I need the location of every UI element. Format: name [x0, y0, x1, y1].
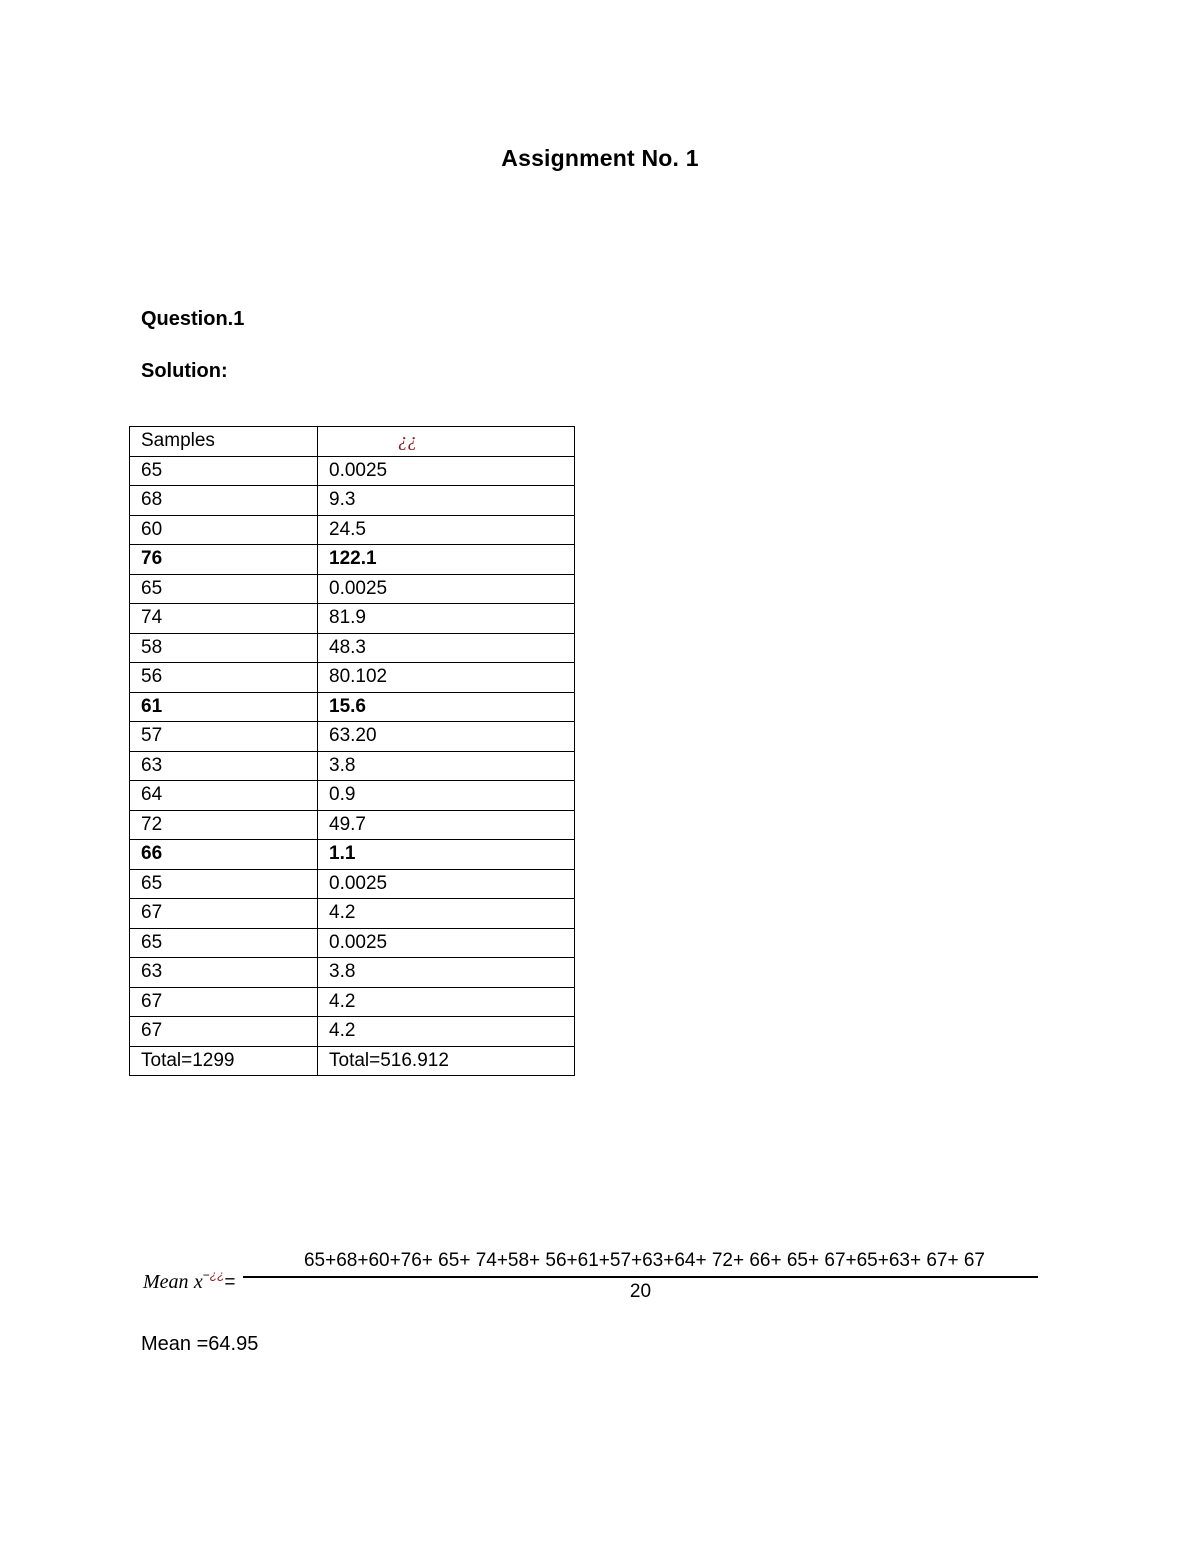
- deviation-cell: 48.3: [318, 633, 575, 663]
- table-row: [130, 574, 575, 604]
- deviation-cell: 49.7: [318, 810, 575, 840]
- sample-cell: 66: [130, 840, 318, 870]
- deviation-cell: 4.2: [318, 1017, 575, 1047]
- table-row: [130, 958, 575, 988]
- sample-cell: 67: [130, 899, 318, 929]
- table-row: [130, 515, 575, 545]
- samples-table: [129, 426, 575, 1076]
- table-row: [130, 1017, 575, 1047]
- deviation-cell: 24.5: [318, 515, 575, 545]
- formula-superscript-glyph: ¿¿: [209, 1268, 225, 1282]
- sample-cell: 60: [130, 515, 318, 545]
- deviation-cell: 0.9: [318, 781, 575, 811]
- sample-cell: 64: [130, 781, 318, 811]
- deviation-total-cell: Total=516.912: [318, 1046, 575, 1076]
- deviation-cell: 0.0025: [318, 869, 575, 899]
- fraction-bar: [243, 1276, 1038, 1278]
- sample-cell: 65: [130, 574, 318, 604]
- table-row: [130, 486, 575, 516]
- table-row: [130, 545, 575, 575]
- formula-superscript-sign: −: [202, 1268, 210, 1282]
- table-row: [130, 633, 575, 663]
- formula-mean-word: Mean: [143, 1271, 189, 1293]
- table-row: [130, 869, 575, 899]
- table-row: [130, 722, 575, 752]
- table-row: [130, 928, 575, 958]
- sample-cell: 76: [130, 545, 318, 575]
- header-samples: Samples: [130, 427, 318, 457]
- deviation-cell: 3.8: [318, 958, 575, 988]
- table-row: [130, 692, 575, 722]
- table-row: [130, 663, 575, 693]
- formula-superscript: [203, 1268, 225, 1282]
- table-row: [130, 456, 575, 486]
- table-row: [130, 604, 575, 634]
- deviation-cell: 81.9: [318, 604, 575, 634]
- sample-cell: 67: [130, 1017, 318, 1047]
- formula-denominator: 20: [629, 1281, 652, 1302]
- deviation-cell: 15.6: [318, 692, 575, 722]
- sample-cell: 63: [130, 751, 318, 781]
- table-row: [130, 751, 575, 781]
- sample-cell: 56: [130, 663, 318, 693]
- document-title: Assignment No. 1: [501, 145, 699, 171]
- deviation-cell: 3.8: [318, 751, 575, 781]
- sample-cell: 67: [130, 987, 318, 1017]
- deviation-cell: 1.1: [318, 840, 575, 870]
- deviation-cell: 0.0025: [318, 574, 575, 604]
- formula-equals: =: [224, 1272, 236, 1293]
- sample-cell: 61: [130, 692, 318, 722]
- deviation-cell: 122.1: [318, 545, 575, 575]
- mean-formula: [143, 1250, 1063, 1310]
- deviation-cell: 4.2: [318, 899, 575, 929]
- table-row: [130, 899, 575, 929]
- question-heading: Question.1: [141, 308, 245, 330]
- table-row: [130, 810, 575, 840]
- solution-heading: Solution:: [141, 360, 228, 382]
- deviation-cell: 0.0025: [318, 928, 575, 958]
- sample-cell: 72: [130, 810, 318, 840]
- sample-cell: 65: [130, 456, 318, 486]
- deviation-cell: 80.102: [318, 663, 575, 693]
- formula-variable: x: [193, 1271, 203, 1293]
- formula-numerator: 65+68+60+76+ 65+ 74+58+ 56+61+57+63+64+ 72+ 66+ 65+ 67+65+63+ 67+ 67: [303, 1250, 985, 1271]
- deviation-cell: 63.20: [318, 722, 575, 752]
- table-row: [130, 987, 575, 1017]
- table-total-row: [130, 1046, 575, 1076]
- table-header-row: [130, 427, 575, 457]
- sample-cell: 63: [130, 958, 318, 988]
- header-deviation: ¿¿: [318, 427, 575, 457]
- formula-lhs: [143, 1268, 236, 1294]
- sample-cell: 74: [130, 604, 318, 634]
- deviation-cell: 0.0025: [318, 456, 575, 486]
- sample-cell: 65: [130, 869, 318, 899]
- sample-cell: 57: [130, 722, 318, 752]
- sample-cell: 65: [130, 928, 318, 958]
- samples-total-cell: Total=1299: [130, 1046, 318, 1076]
- mean-result: Mean =64.95: [141, 1333, 259, 1355]
- sample-cell: 58: [130, 633, 318, 663]
- deviation-cell: 9.3: [318, 486, 575, 516]
- table-row: [130, 781, 575, 811]
- deviation-cell: 4.2: [318, 987, 575, 1017]
- sample-cell: 68: [130, 486, 318, 516]
- table-row: [130, 840, 575, 870]
